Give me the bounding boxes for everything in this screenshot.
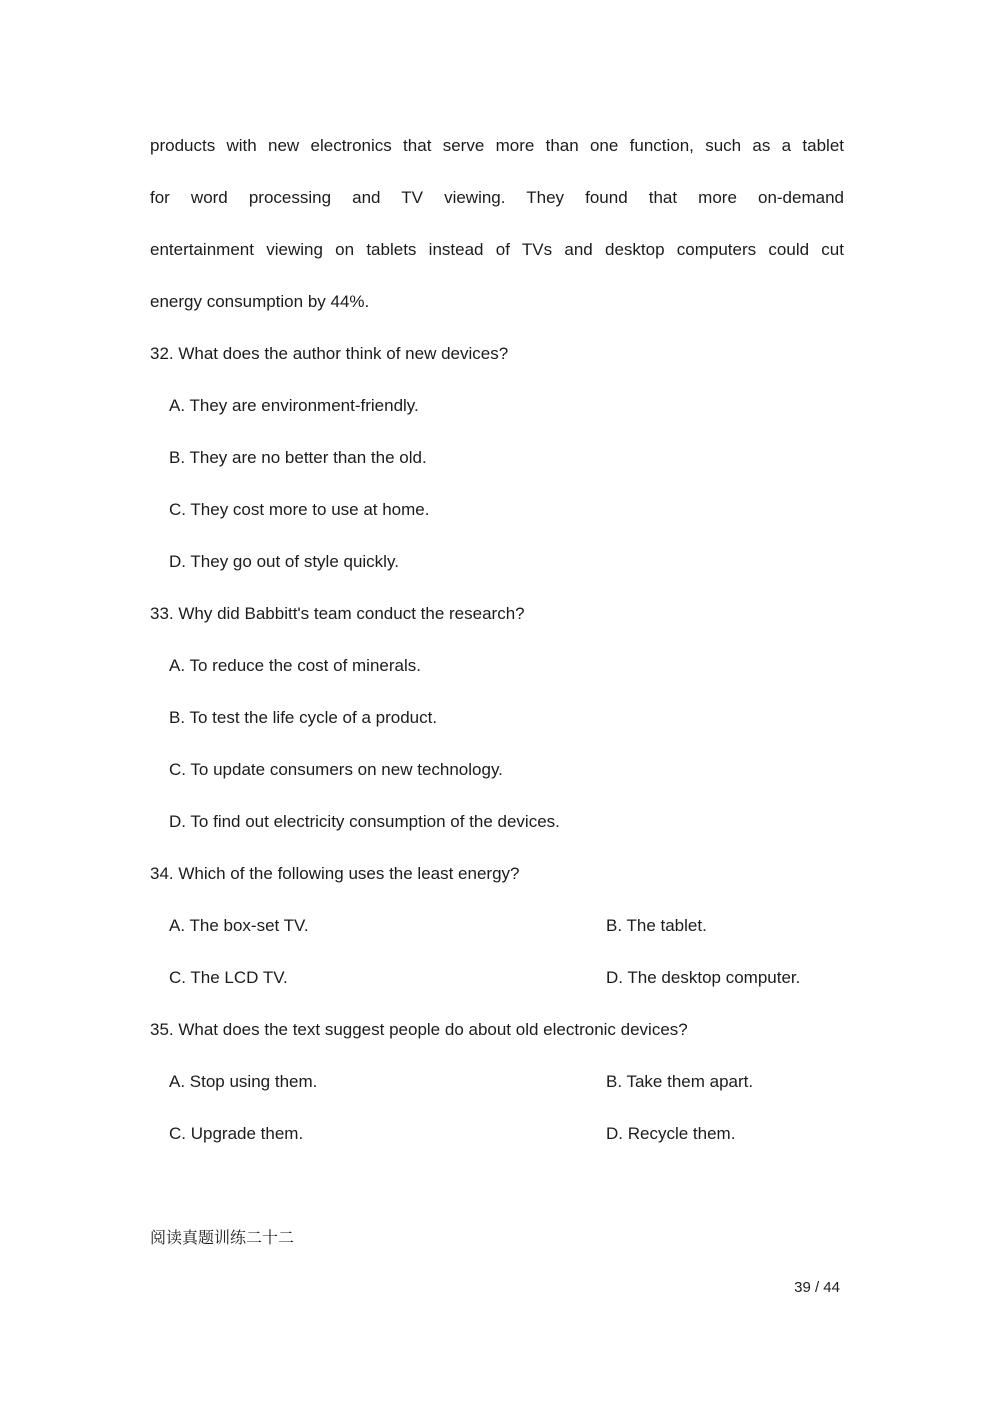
question-32-option-d: D. They go out of style quickly. [169,552,399,571]
question-32-option-a: A. They are environment-friendly. [169,396,419,415]
question-34-option-c: C. The LCD TV. [169,968,288,987]
passage-paragraph [150,120,844,328]
passage-line: entertainment viewing on tablets instead of TVs and desktop computers could cut [150,240,844,259]
passage-line: for word processing and TV viewing. They found that more on-demand [150,188,844,207]
question-33-option-c: C. To update consumers on new technology. [169,760,503,779]
question-33 [150,588,844,848]
question-34-options-row-1 [150,900,844,952]
question-35-options-row-2 [150,1108,844,1160]
page-number: 39 / 44 [794,1279,840,1296]
question-35-prompt: 35. What does the text suggest people do about old electronic devices? [150,1020,688,1039]
question-33-option-b: B. To test the life cycle of a product. [169,708,438,727]
question-34 [150,848,844,1004]
question-35-option-b: B. Take them apart. [606,1072,754,1091]
question-34-prompt: 34. Which of the following uses the least energy? [150,864,520,883]
passage-line: products with new electronics that serve more than one function, such as a tablet [150,136,844,155]
question-33-option-d: D. To find out electricity consumption of the devices. [169,812,560,831]
page-content [150,120,844,1160]
footer-doc-title: 阅读真题训练二十二 [150,1230,295,1247]
question-35-options-row-1 [150,1056,844,1108]
question-34-option-b: B. The tablet. [606,916,707,935]
question-35-option-a: A. Stop using them. [169,1072,318,1091]
question-34-option-a: A. The box-set TV. [169,916,309,935]
question-34-options-row-2 [150,952,844,1004]
question-33-prompt: 33. Why did Babbitt's team conduct the research? [150,604,525,623]
question-34-option-d: D. The desktop computer. [606,968,801,987]
question-35 [150,1004,844,1160]
question-35-option-d: D. Recycle them. [606,1124,736,1143]
question-35-option-c: C. Upgrade them. [169,1124,304,1143]
passage-line: energy consumption by 44%. [150,292,370,311]
question-32-prompt: 32. What does the author think of new devices? [150,344,509,363]
question-32 [150,328,844,588]
question-33-option-a: A. To reduce the cost of minerals. [169,656,421,675]
question-32-option-b: B. They are no better than the old. [169,448,427,467]
question-32-option-c: C. They cost more to use at home. [169,500,430,519]
